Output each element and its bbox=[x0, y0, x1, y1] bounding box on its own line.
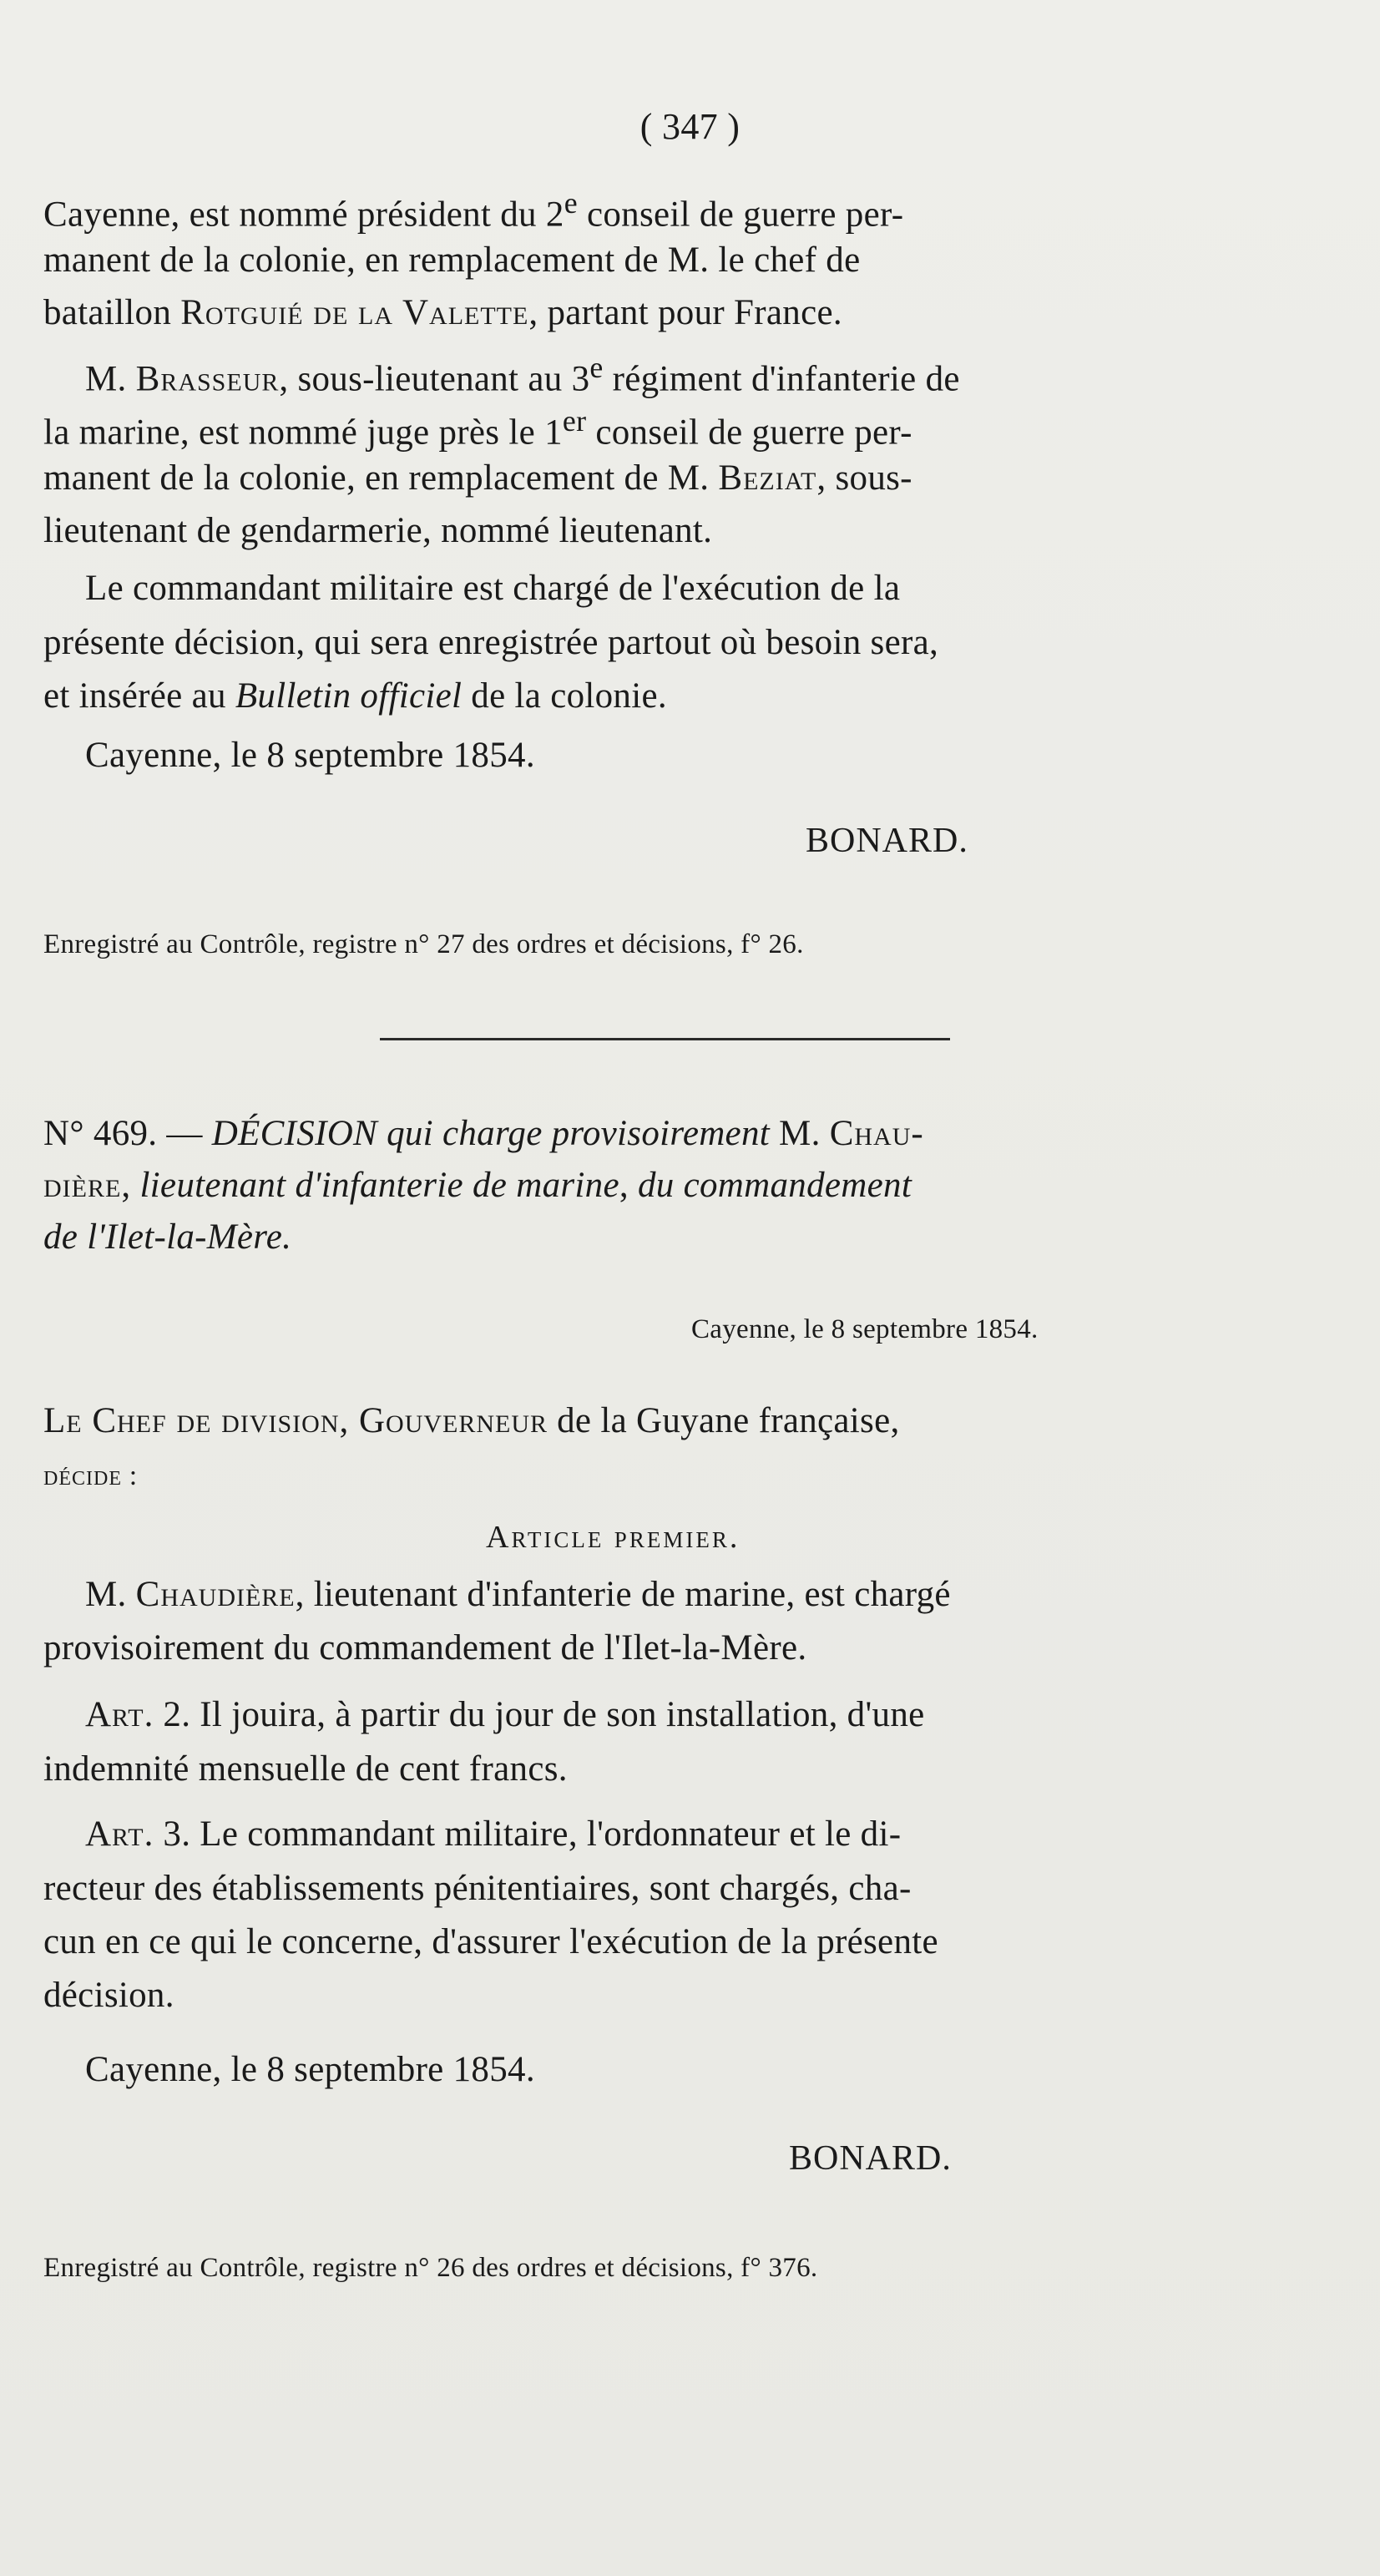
text-line: recteur des établissements pénitentiaires, sont chargés, cha- bbox=[43, 1869, 912, 1908]
signature: BONARD. bbox=[789, 2139, 952, 2178]
text-line: manent de la colonie, en remplacement de M. Beziat, sous- bbox=[43, 458, 912, 498]
decision-heading-line: N° 469. — DÉCISION qui charge provisoirement M. Chau- bbox=[43, 1114, 924, 1153]
text-line: décision. bbox=[43, 1976, 174, 2015]
text-line: Cayenne, est nommé président du 2e conseil de guerre per- bbox=[43, 186, 904, 235]
text-line: M. Brasseur, sous-lieutenant au 3e régiment d'infanterie de bbox=[85, 351, 960, 399]
text-line: la marine, est nommé juge près le 1er conseil de guerre per- bbox=[43, 404, 912, 453]
page-number: ( 347 ) bbox=[639, 106, 741, 147]
text-line: lieutenant de gendarmerie, nommé lieutenant. bbox=[43, 511, 713, 550]
preamble-line: Le Chef de division, Gouverneur de la Guyane française, bbox=[43, 1401, 900, 1440]
text-line: Art. 2. Il jouira, à partir du jour de son installation, d'une bbox=[85, 1695, 925, 1734]
text-line: présente décision, qui sera enregistrée partout où besoin sera, bbox=[43, 623, 939, 662]
text-line: Le commandant militaire est chargé de l'exécution de la bbox=[85, 569, 901, 608]
separator-rule bbox=[380, 1038, 950, 1040]
registration-note: Enregistré au Contrôle, registre n° 27 des ordres et décisions, f° 26. bbox=[43, 929, 804, 959]
preamble-line: décide : bbox=[43, 1460, 138, 1491]
text-line: M. Chaudière, lieutenant d'infanterie de marine, est chargé bbox=[85, 1575, 951, 1614]
signature: BONARD. bbox=[806, 822, 968, 860]
place-date: Cayenne, le 8 septembre 1854. bbox=[85, 2050, 535, 2089]
decision-heading-line: de l'Ilet-la-Mère. bbox=[43, 1217, 292, 1257]
text-line: Art. 3. Le commandant militaire, l'ordonnateur et le di- bbox=[85, 1814, 902, 1854]
text-line: provisoirement du commandement de l'Ilet-la-Mère. bbox=[43, 1628, 807, 1668]
text-line: manent de la colonie, en remplacement de M. le chef de bbox=[43, 240, 861, 280]
article-title: Article premier. bbox=[486, 1520, 741, 1555]
decision-heading-line: dière, lieutenant d'infanterie de marine, du commandement bbox=[43, 1166, 912, 1205]
place-date: Cayenne, le 8 septembre 1854. bbox=[85, 736, 535, 775]
text-line: indemnité mensuelle de cent francs. bbox=[43, 1749, 568, 1789]
registration-note: Enregistré au Contrôle, registre n° 26 des ordres et décisions, f° 376. bbox=[43, 2253, 818, 2283]
text-line: cun en ce qui le concerne, d'assurer l'exécution de la présente bbox=[43, 1922, 938, 1961]
place-date: Cayenne, le 8 septembre 1854. bbox=[691, 1314, 1039, 1344]
text-line: bataillon Rotguié de la Valette, partant pour France. bbox=[43, 293, 842, 332]
text-line: et insérée au Bulletin officiel de la colonie. bbox=[43, 676, 667, 716]
